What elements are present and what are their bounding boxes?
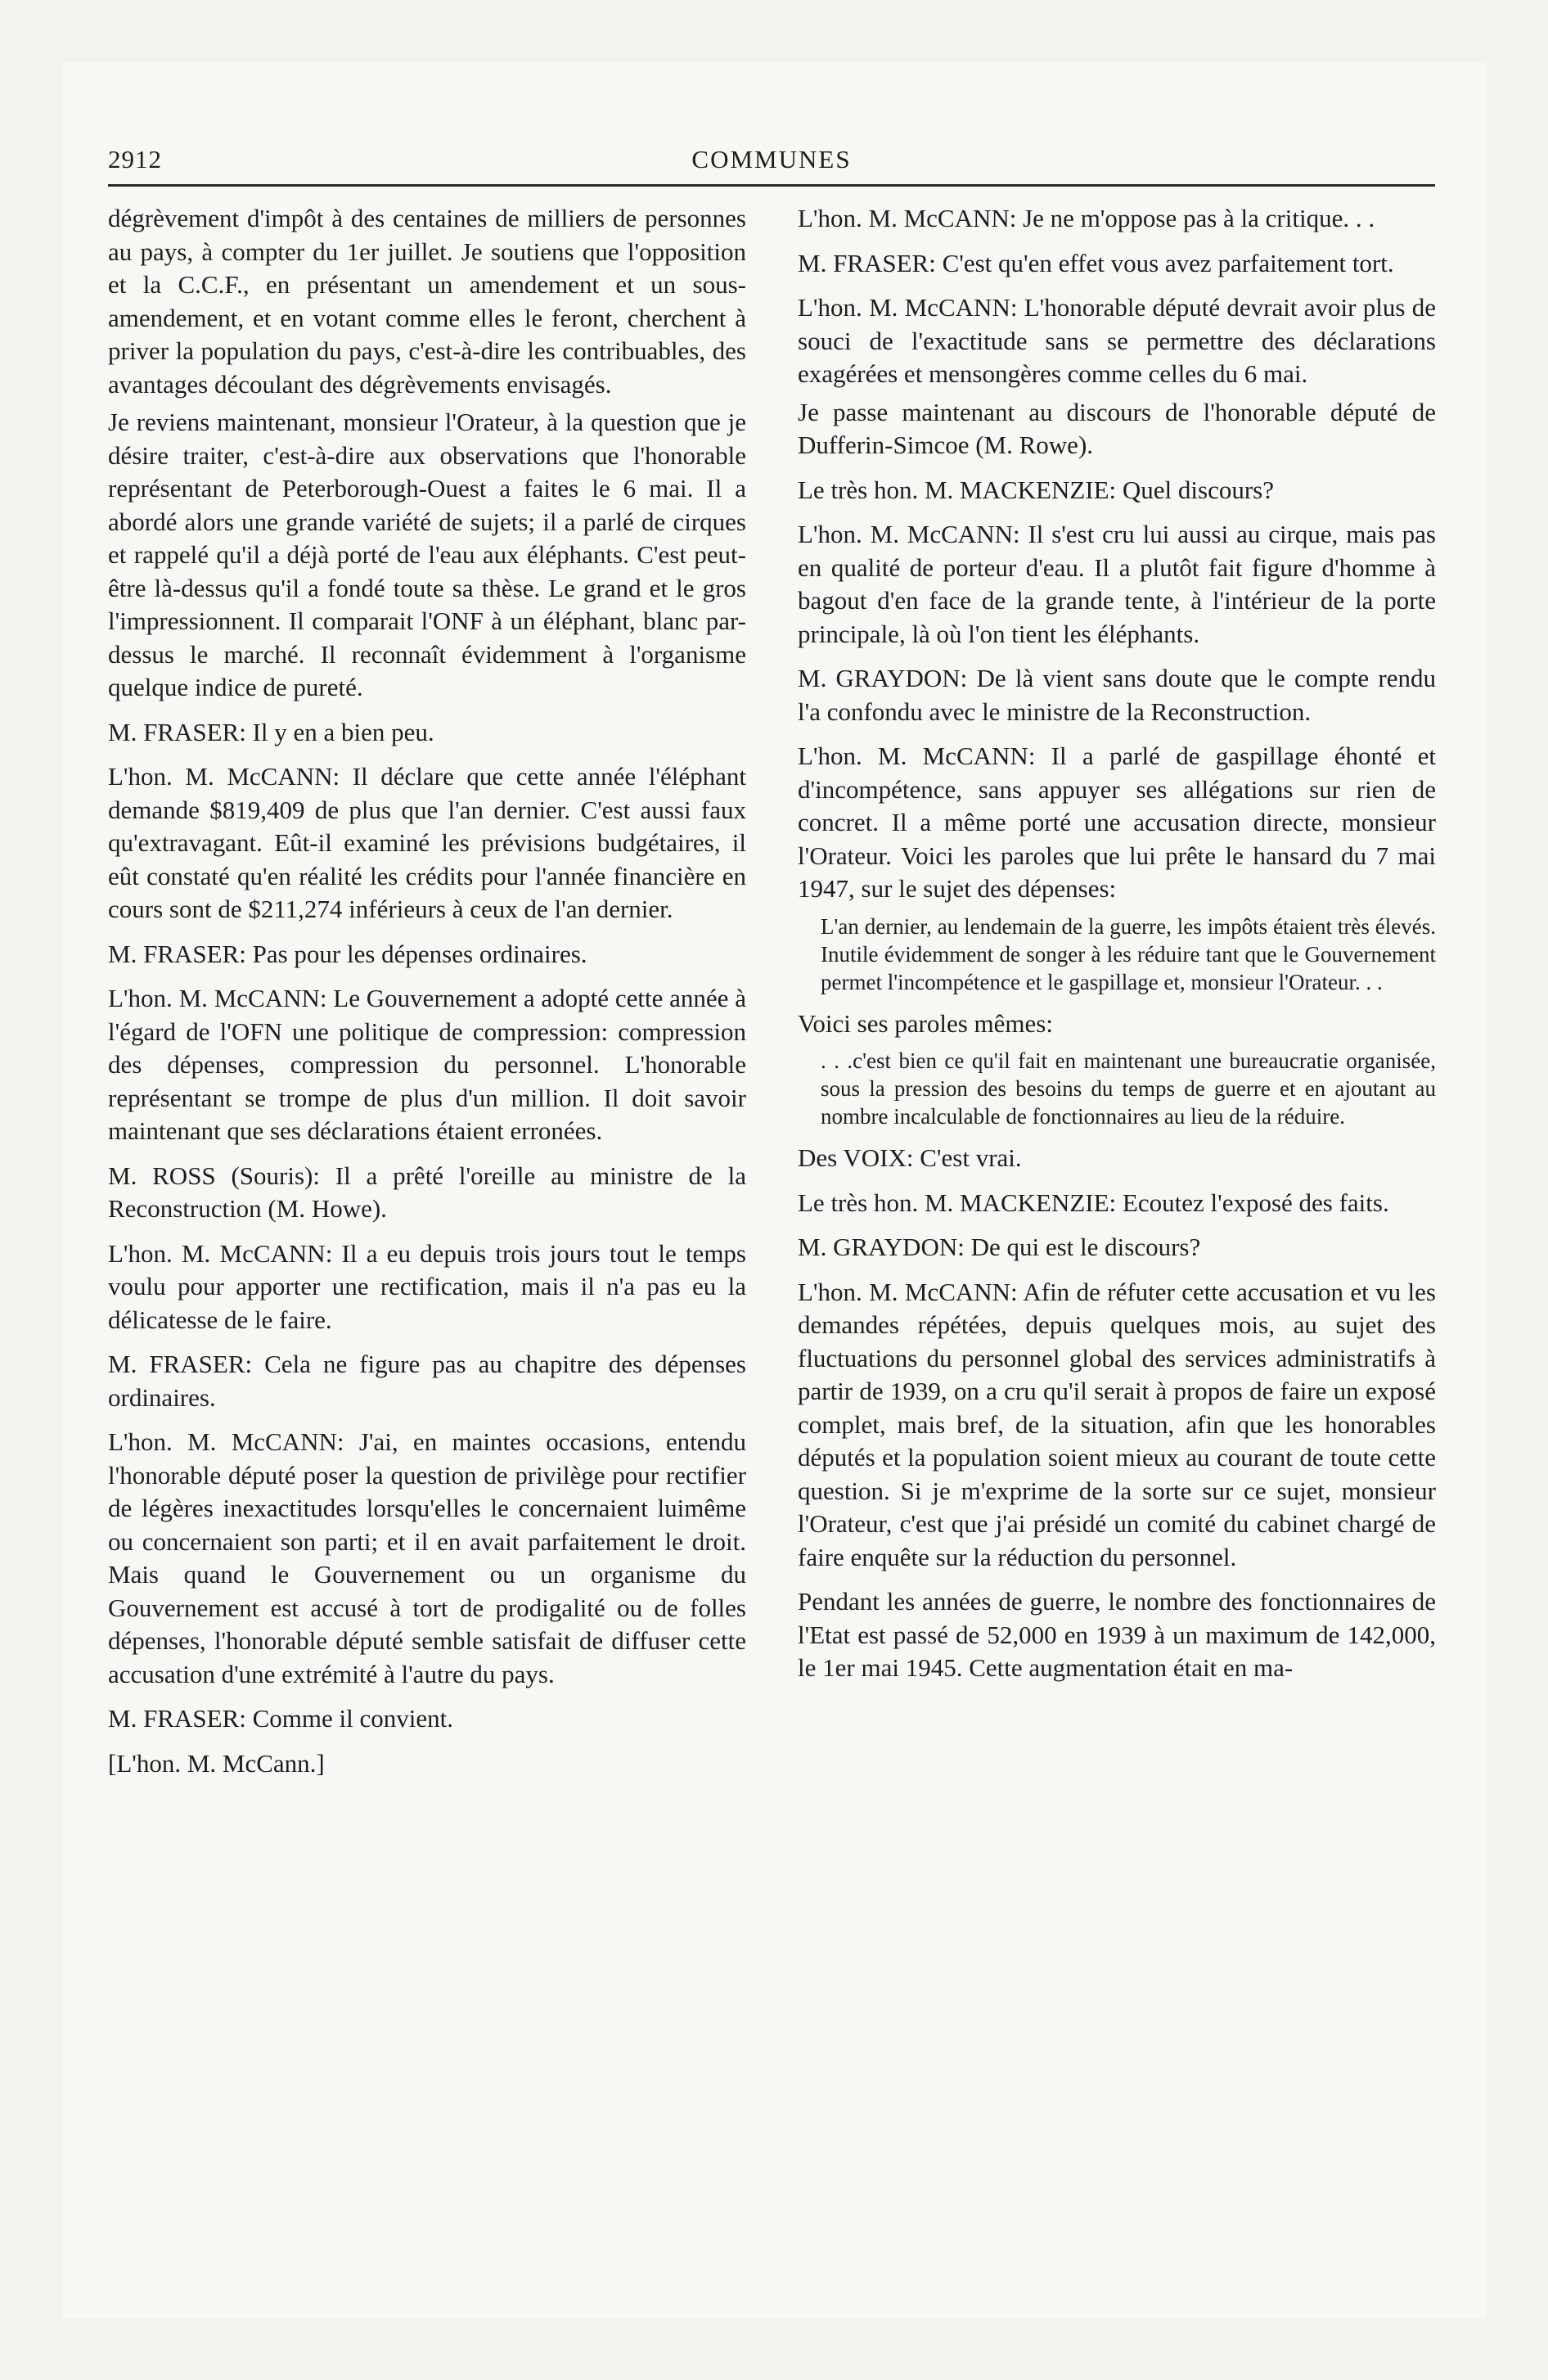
- block-quote: . . .c'est bien ce qu'il fait en maintenant une bureaucratie organisée, sous la pression des besoins du temps de guerre et en ajoutant au nombre incalculable de fonctionnaires au lieu de la réduire.: [821, 1048, 1436, 1129]
- paragraph: M. GRAYDON: De là vient sans doute que le compte rendu l'a confondu avec le ministre de la Reconstruction.: [798, 664, 1436, 726]
- paragraph: L'hon. M. McCANN: Il déclare que cette année l'éléphant demande $819,409 de plus que l'an dernier. C'est aussi faux qu'extravagant. Eût-il examiné les prévisions budgétaires, il eût constaté qu'en réalité les crédits pour l'année financière en cours sont de $211,274 inférieurs à ceux de l'an dernier.: [108, 762, 746, 923]
- speaker-continuation-note: [L'hon. M. McCann.]: [108, 1748, 325, 1778]
- paragraph: M. FRASER: Comme il convient.: [108, 1704, 453, 1733]
- paragraph: Le très hon. M. MACKENZIE: Quel discours?: [798, 475, 1275, 504]
- paragraph: L'hon. M. McCANN: Il s'est cru lui aussi au cirque, mais pas en qualité de porteur d'eau. Il a plutôt fait figure d'homme à bagout d'en face de la grande tente, à l'intérieur de la porte principale, là où l'on tient les éléphants.: [798, 520, 1436, 648]
- paragraph: M. ROSS (Souris): Il a prêté l'oreille au ministre de la Reconstruction (M. Howe).: [108, 1161, 746, 1223]
- paragraph: M. FRASER: C'est qu'en effet vous avez parfaitement tort.: [798, 248, 1394, 277]
- page-number: 2912: [108, 145, 162, 174]
- paragraph: M. GRAYDON: De qui est le discours?: [798, 1233, 1201, 1261]
- left-column: [108, 202, 746, 1785]
- paragraph: Le très hon. M. MACKENZIE: Ecoutez l'exposé des faits.: [798, 1188, 1389, 1217]
- paragraph: L'hon. M. McCANN: Afin de réfuter cette accusation et vu les demandes répétées, depuis quelques mois, au sujet des fluctuations du personnel global des services administratifs à partir de 1939, on a cru qu'il serait à propos de faire un exposé complet, mais bref, de la situation, afin que les honorables députés et la population soient mieux au courant de toute cette question. Si je m'exprime de la sorte sur ce sujet, monsieur l'Orateur, c'est que j'ai présidé un comité du cabinet chargé de faire enquête sur la réduction du personnel.: [798, 1277, 1436, 1571]
- paragraph: L'hon. M. McCANN: Il a eu depuis trois jours tout le temps voulu pour apporter une rectification, mais il n'a pas eu la délicatesse de le faire.: [108, 1238, 746, 1334]
- paragraph: L'hon. M. McCANN: L'honorable député devrait avoir plus de souci de l'exactitude sans se permettre des déclarations exagérées et mensongères comme celles du 6 mai.: [798, 293, 1436, 388]
- paragraph: Pendant les années de guerre, le nombre des fonctionnaires de l'Etat est passé de 52,000 en 1939 à un maximum de 142,000, le 1er mai 1945. Cette augmentation était en ma-: [798, 1587, 1436, 1682]
- paragraph: L'hon. M. McCANN: J'ai, en maintes occasions, entendu l'honorable député poser la question de privilège pour rectifier de légères inexactitudes lorsqu'elles le concernaient luimême ou concernaient son parti; et il en avait parfaitement le droit. Mais quand le Gouvernement ou un organisme du Gouvernement est accusé à tort de prodigalité ou de folles dépenses, l'honorable député semble satisfait de diffuser cette accusation d'une extrémité à l'autre du pays.: [108, 1427, 746, 1688]
- paragraph: M. FRASER: Il y en a bien peu.: [108, 717, 434, 746]
- page-sheet: [61, 61, 1487, 2319]
- paragraph: M. FRASER: Cela ne figure pas au chapitre des dépenses ordinaires.: [108, 1350, 746, 1412]
- header-rule: [108, 184, 1435, 187]
- running-head: COMMUNES: [691, 145, 852, 174]
- right-column: [798, 202, 1436, 1690]
- paragraph: Des VOIX: C'est vrai.: [798, 1143, 1022, 1172]
- paragraph: Je reviens maintenant, monsieur l'Orateur, à la question que je désire traiter, c'est-à-dire aux observations que l'honorable représentant de Peterborough-Ouest a faites le 6 mai. Il a abordé alors une grande variété de sujets; il a parlé de cirques et rappelé qu'il a déjà porté de l'eau aux éléphants. C'est peut-être là-dessus qu'il a fondé toute sa thèse. Le grand et le gros l'impressionnent. Il comparait l'ONF à un éléphant, blanc par- dessus le marché. Il reconnaît évidemment à l'organisme quelque indice de pureté.: [108, 408, 746, 701]
- paragraph: L'hon. M. McCANN: Le Gouvernement a adopté cette année à l'égard de l'OFN une politique de compression: compression des dépenses, compression du personnel. L'honorable représentant se trompe de plus d'un million. Il doit savoir maintenant que ses déclarations étaient erronées.: [108, 984, 746, 1145]
- paragraph: Voici ses paroles mêmes:: [798, 1008, 1053, 1038]
- paragraph: Je passe maintenant au discours de l'honorable député de Dufferin-Simcoe (M. Rowe).: [798, 397, 1436, 459]
- paragraph: M. FRASER: Pas pour les dépenses ordinaires.: [108, 939, 587, 968]
- paragraph: L'hon. M. McCANN: Il a parlé de gaspillage éhonté et d'incompétence, sans appuyer ses allégations sur rien de concret. Il a même porté une accusation directe, monsieur l'Orateur. Voici les paroles que lui prête le hansard du 7 mai 1947, sur le sujet des dépenses:: [798, 741, 1436, 903]
- page-header: [108, 145, 1435, 178]
- paragraph: dégrèvement d'impôt à des centaines de milliers de personnes au pays, à compter du 1er juillet. Je soutiens que l'opposition et la C.C.F., en présentant un amendement et un sous-amendement, et en votant comme elles le feront, cherchent à priver la population du pays, c'est-à-dire les contribuables, des avantages découlant des dégrèvements envisagés.: [108, 204, 746, 399]
- block-quote: L'an dernier, au lendemain de la guerre, les impôts étaient très élevés. Inutile évidemment de songer à les réduire tant que le Gouvernement permet l'incompétence et le gaspillage et, monsieur l'Orateur. . .: [821, 913, 1436, 994]
- paragraph: L'hon. M. McCANN: Je ne m'oppose pas à la critique. . .: [798, 204, 1375, 232]
